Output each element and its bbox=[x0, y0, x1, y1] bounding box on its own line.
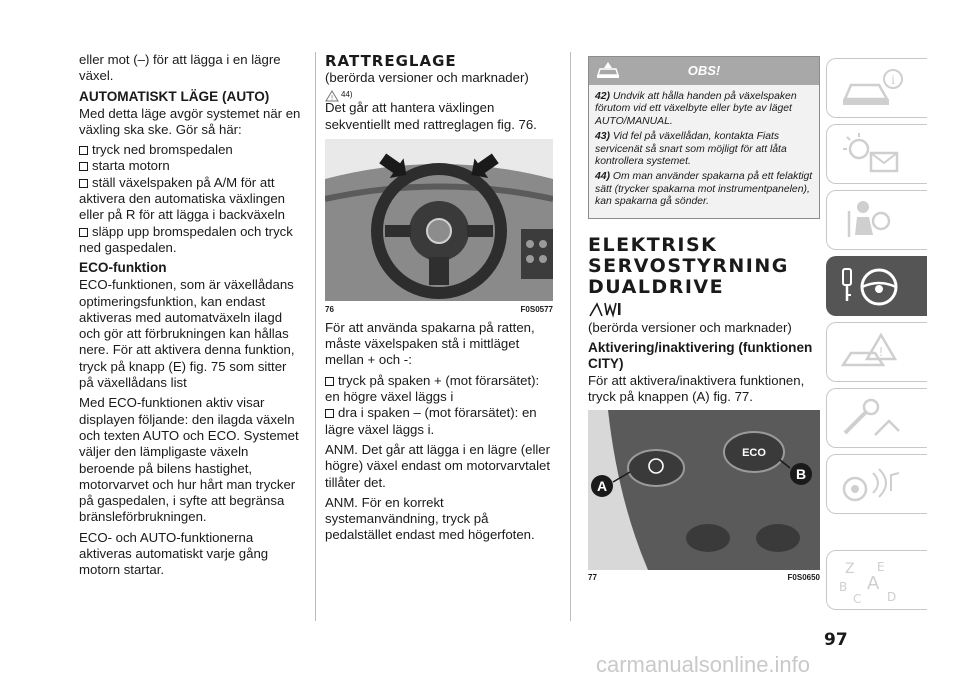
step-item: starta motorn bbox=[79, 158, 301, 174]
svg-text:!: ! bbox=[878, 345, 884, 359]
checkbox-icon bbox=[325, 409, 334, 418]
column-divider bbox=[570, 52, 571, 621]
svg-text:A: A bbox=[867, 573, 880, 594]
figure-code: F0S0577 bbox=[520, 304, 553, 314]
checkbox-icon bbox=[79, 146, 88, 155]
maintenance-icon bbox=[837, 395, 907, 443]
eco-text-2: Med ECO-funktionen aktiv visar displayen följande: den ilagda växeln och texten AUTO och ECO. Systemet väljer den lämpligaste växeln beroende på bilens hastighet, motorvarvet och hur hårt man trycker på gaspedalen, i syfte att begränsa bränsleförbrukningen. bbox=[79, 395, 299, 525]
paddles-usage-text: För att använda spakarna på ratten, måste växelspaken stå i mittläget mellan + och -: bbox=[325, 319, 535, 368]
watermark: carmanualsonline.info bbox=[596, 652, 811, 677]
warning-box bbox=[588, 56, 820, 219]
nav-tab-safety[interactable] bbox=[826, 190, 927, 250]
svg-text:!: ! bbox=[330, 94, 334, 103]
figure-caption bbox=[588, 573, 820, 582]
step-item: tryck ned bromspedalen bbox=[79, 142, 301, 158]
svg-text:B: B bbox=[839, 580, 848, 594]
right-column bbox=[588, 52, 820, 588]
figure-number: 76 bbox=[325, 304, 334, 314]
section-title: RATTREGLAGE bbox=[325, 52, 457, 70]
checkbox-icon bbox=[79, 162, 88, 171]
checkbox-icon bbox=[79, 228, 88, 237]
versions-note: (berörda versioner och marknader) bbox=[588, 319, 792, 335]
column-divider bbox=[315, 52, 316, 621]
warning-item: 44) Om man använder spakarna på ett felaktigt sätt (trycker spakarna mot instrumentpanelen), kan spakarna gå sönder. bbox=[595, 171, 813, 208]
left-column bbox=[79, 52, 301, 583]
note-text-1: ANM. Det går att lägga i en lägre (eller högre) växel endast om motorvarvtalet tillåter det. bbox=[325, 441, 551, 490]
warning-item: 42) Undvik att hålla handen på växelspaken förutom vid ett växelbyte eller byte av läget AUTO/MANUAL. bbox=[595, 91, 797, 127]
warning-box-title: OBS! bbox=[687, 63, 721, 78]
activation-heading: Aktivering/inaktivering (funktionen CITY) bbox=[588, 339, 813, 371]
step-item: dra i spaken – (mot förarsätet): en lägre växel läggs i. bbox=[325, 405, 537, 437]
multimedia-icon bbox=[837, 461, 907, 509]
car-warning-icon bbox=[595, 61, 621, 81]
svg-text:Z: Z bbox=[845, 561, 855, 577]
figure-caption bbox=[325, 305, 553, 314]
steering-wheel-illustration bbox=[325, 139, 553, 301]
console-buttons-figure bbox=[588, 410, 820, 570]
road-emergency-icon bbox=[837, 329, 907, 377]
car-dashboard-icon bbox=[837, 65, 907, 113]
console-buttons-illustration bbox=[588, 410, 820, 570]
airbag-safety-icon bbox=[837, 197, 907, 245]
index-icon bbox=[837, 557, 907, 605]
middle-column bbox=[325, 52, 553, 548]
auto-text: Med detta läge avgör systemet när en växling ska ske. Gör så här: bbox=[79, 105, 301, 137]
nav-tab-dashboard[interactable] bbox=[826, 58, 927, 118]
svg-text:C: C bbox=[853, 592, 862, 605]
checkbox-icon bbox=[79, 179, 88, 188]
warning-item: 43) Vid fel på växellådan, kontakta Fiats servicenät så snart som möjligt för att låta kontrollera systemet. bbox=[595, 131, 787, 168]
svg-text:D: D bbox=[887, 590, 897, 604]
nav-tab-emergency[interactable] bbox=[826, 322, 927, 382]
steering-power-icon bbox=[588, 300, 622, 318]
warning-lights-icon bbox=[837, 131, 907, 179]
page-number: 97 bbox=[824, 630, 848, 650]
nav-tab-starting-driving[interactable] bbox=[826, 256, 927, 316]
figure-number: 77 bbox=[588, 572, 597, 582]
figure-code: F0S0650 bbox=[787, 572, 820, 582]
step-item: släpp upp bromspedalen och tryck ned gaspedalen. bbox=[79, 223, 293, 255]
nav-tab-index[interactable] bbox=[826, 550, 927, 610]
section-title: ELEKTRISK SERVOSTYRNING DUALDRIVE bbox=[588, 233, 789, 298]
eco-text-3: ECO- och AUTO-funktionerna aktiveras automatiskt varje gång motorn startar. bbox=[79, 529, 269, 578]
nav-tab-warning-lights[interactable] bbox=[826, 124, 927, 184]
warning-reference: 44) bbox=[341, 90, 353, 100]
steering-wheel-figure bbox=[325, 139, 553, 301]
nav-tab-maintenance[interactable] bbox=[826, 388, 927, 448]
step-item: ställ växelspaken på A/M för att aktivera den automatiska växlingen eller på R för att lägga i backväxeln bbox=[79, 174, 285, 223]
eco-heading: ECO-funktion bbox=[79, 260, 167, 276]
figure-label-a: A bbox=[596, 477, 608, 494]
steering-key-icon bbox=[837, 263, 907, 311]
figure-label-b: B bbox=[795, 465, 807, 482]
versions-note: (berörda versioner och marknader) bbox=[325, 70, 529, 85]
checkbox-icon bbox=[325, 377, 334, 386]
svg-text:E: E bbox=[877, 560, 885, 574]
auto-heading: AUTOMATISKT LÄGE (AUTO) bbox=[79, 88, 270, 104]
activation-text: För att aktivera/inaktivera funktionen, tryck på knappen (A) fig. 77. bbox=[588, 372, 805, 405]
eco-button-label: ECO bbox=[742, 446, 766, 459]
note-text-2: ANM. För en korrekt systemanvändning, tryck på pedalstället endast med högerfoten. bbox=[325, 494, 535, 543]
nav-tab-multimedia[interactable] bbox=[826, 454, 927, 514]
intro-text: eller mot (–) för att lägga i en lägre växel. bbox=[79, 52, 281, 84]
paddles-intro: Det går att hantera växlingen sekventiellt med rattreglagen fig. 76. bbox=[325, 100, 537, 132]
warning-box-header bbox=[589, 57, 819, 85]
eco-text-1: ECO-funktionen, som är växellådans optimeringsfunktion, kan endast aktiveras med automatväxeln ilagd och gör att förbrukningen kan hållas nere. För att aktivera denna funktion, tryck på knapp (E) fig. 75 som sitter på växellådans list bbox=[79, 277, 295, 391]
svg-text:i: i bbox=[891, 73, 895, 87]
step-item: tryck på spaken + (mot förarsätet): en högre växel läggs i bbox=[325, 372, 540, 405]
